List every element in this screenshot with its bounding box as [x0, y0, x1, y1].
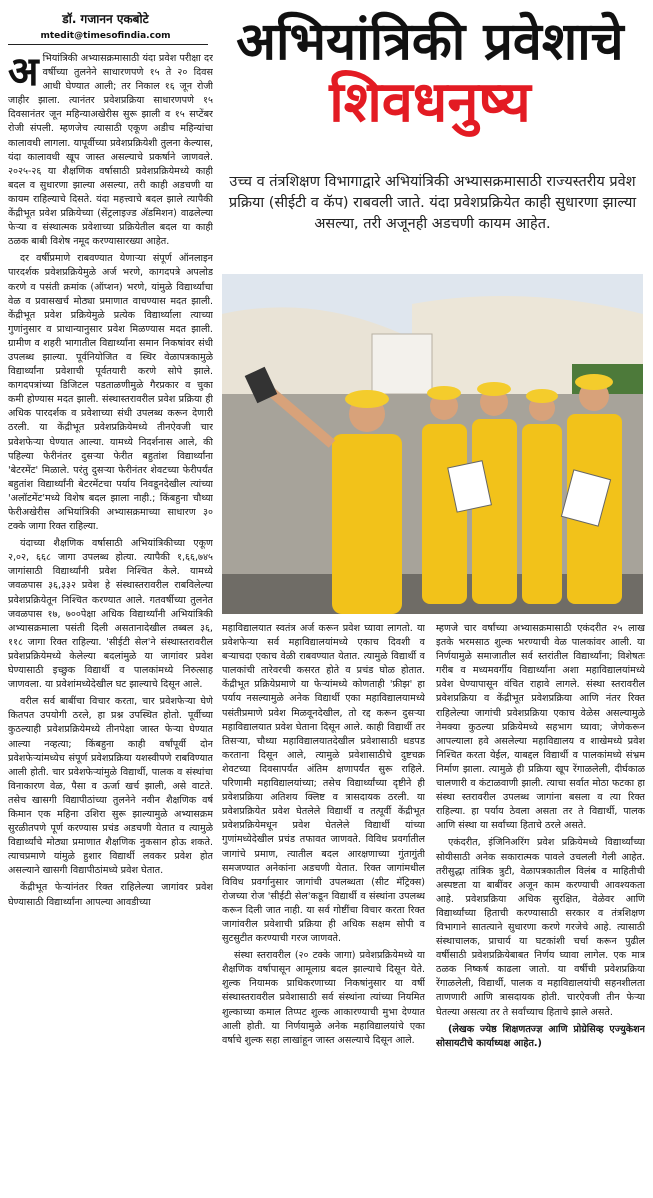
- column-1: [8, 52, 213, 1192]
- byline-rule: [8, 44, 208, 45]
- author-note: (लेखक ज्येष्ठ शिक्षणतज्ज्ञ आणि प्रोग्रेसिव्ह एज्युकेशन सोसायटीचे कार्याध्यक्ष आहेत.): [436, 1023, 645, 1049]
- paragraph: केंद्रीभूत फेऱ्यांनंतर रिक्त राहिलेल्या जागांवर प्रवेश घेण्यासाठी विद्यार्थ्यांना आपल्या आवडीच्या: [8, 882, 213, 908]
- paragraph: महाविद्यालयात स्वतंत्र अर्ज करून प्रवेश घ्यावा लागतो. या प्रवेशफेऱ्या सर्व महाविद्यालयांमध्ये एकाच दिवशी व बऱ्याचदा एकाच वेळी राबवण्यात येतात. त्यामुळे विद्यार्थी व पालकांची तारेवरची कसरत होते व प्रचंड घोळ होतात. केंद्रीभूत प्रक्रियेप्रमाणे या फेऱ्यांमध्ये कोणताही 'फ्रीझ' हा पर्याय नसल्यामुळे अनेक विद्यार्थी एका महाविद्यालयामध्ये पसंतीप्रमाणे प्रवेश मिळवूनदेखील, तो रद्द करून दुसऱ्या महाविद्यालयात प्रवेश घेताना दिसून आले. काही विद्यार्थी तर तिसऱ्या, चौथ्या महाविद्यालयातदेखील प्रवेशासाठी धडपड करताना दिसून आले, त्यामुळे प्रवेशासाठीचे दुष्टचक्र शेवटच्या दिवसापर्यंत अंतिम क्षणापर्यंत सुरू राहिले. परिणामी महाविद्यालयांच्या; तसेच विद्यार्थ्यांच्या दृष्टीने ही प्रवेशप्रक्रिया अतिशय क्लिष्ट व त्रासदायक ठरली. या प्रवेशप्रक्रियेत प्रवेश घेतलेले विद्यार्थी व तत्पूर्वी केंद्रीभूत प्रवेशप्रक्रियेमधून प्रवेश घेतलेले विद्यार्थी यांच्या गुणांमध्येदेखील प्रचंड तफावत जाणवते. विविध प्रवर्गातील जागांचे प्रमाण, त्यातील बदल आरक्षणाच्या गुंतागुंती समजण्यात अनेकांना अडचणी येतात. रिक्त जागांमधील विविध प्रवर्गानुसार जागांची उपलब्धता (सीट मॅट्रिक्स) रोजच्या रोज 'सीईटी सेल'कडून विद्यार्थी व संस्थांना उपलब्ध करून दिली जात नाही. या सर्व गोष्टींचा विचार करता रिक्त जागांवरील प्रवेशाची प्रक्रिया ही अधिक सक्षम सोपी व सुटसुटीत करण्याची गरज जाणवते.: [222, 623, 425, 945]
- column-3: [436, 622, 645, 1192]
- paragraph: यंदाच्या शैक्षणिक वर्षासाठी अभियांत्रिकीच्या एकूण २,०२, ६६८ जागा उपलब्ध होत्या. त्यापैकी १,६६,७४५ जागांसाठी विद्यार्थ्यांनी प्रवेश निश्चित केले. यामध्ये जवळपास ३६,३३२ प्रवेश हे संस्थास्तरावरील राबविलेल्या प्रवेशप्रक्रियेतून निश्चित करण्यात आले. गतवर्षीच्या तुलनेत जवळपास १७, ७००पेक्षा अधिक विद्यार्थ्यांनी अभियांत्रिकी अभ्यासक्रमाला पसंती दिली असतानादेखील तब्बल ३६, ११८ जागा रिक्त राहिल्या. 'सीईटी सेल'ने संस्थास्तरावरील प्रवेशप्रक्रियेमध्ये केलेल्या बदलांमुळे या जागांवर प्रवेश घेण्यासाठी इच्छुक विद्यार्थी व पालकांमध्ये निरुत्साह जाणवला. या प्रवेशांमध्येदेखील घट झाल्याचे दिसून आले.: [8, 538, 213, 691]
- paragraph: दर वर्षीप्रमाणे राबवण्यात येणाऱ्या संपूर्ण ऑनलाइन पारदर्शक प्रवेशप्रक्रियेमुळे अर्ज भरणे, कागदपत्रे अपलोड करणे व पसंती क्रमांक (ऑप्शन) भरणे, यांमुळे विद्यार्थ्यांचा वेळ व प्रवासखर्च मोठ्या प्रमाणात वाचण्यास मदत झाली. केंद्रीभूत प्रवेश प्रक्रियेमुळे प्रत्येक विद्यार्थ्याला त्याच्या गुणांनुसार व प्राधान्यानुसार प्रवेश मिळण्यास मदत झाली. ग्रामीण व शहरी भागातील विद्यार्थ्यांना समान निकषांवर संधी उपलब्ध झाल्या. पूर्वनियोजित व स्थिर वेळापत्रकामुळे विद्यार्थ्यांना प्रवेशाची पूर्वतयारी करणे सोपे झाले. कागदपत्रांच्या डिजिटल पडताळणीमुळे गैरप्रकार व चुका कमी होण्यास मदत झाली. संस्थास्तरावरील प्रवेश प्रक्रिया ही अधिक पारदर्शक व प्रवेशाच्या संधी उपलब्ध करून देणारी ठरली. या केंद्रीभूत प्रवेशप्रक्रियेमध्ये तीनऐवजी चार प्रवेशफेऱ्या घेण्यात आल्या. यामध्ये निदर्शनास आले, की पहिल्या फेरीनंतर दुसऱ्या फेरीत बहुतांश विद्यार्थ्यांना 'बेटरमेंट' मिळाले. परंतु दुसऱ्या फेरीनंतर शेवटच्या फेरीपर्यंत बहुतांश विद्यार्थ्यांनी बेटरमेंटचा पर्याय निवडूनदेखील त्यांच्या 'अलॉटमेंट'मध्ये विशेष बदल झाला नाही.; किंबहुना चौथ्या फेरीअखेरीस अभियांत्रिकी अभ्यासक्रमाच्या साधारण ३० टक्के जागा रिक्त राहिल्या.: [8, 253, 213, 533]
- column-2: [222, 622, 425, 1192]
- deck-summary: उच्च व तंत्रशिक्षण विभागाद्वारे अभियांत्रिकी अभ्यासक्रमासाठी राज्यस्तरीय प्रवेश प्रक्रिया (सीईटी व कॅप) राबवली जाते. यंदा प्रवेशप्रक्रियेत काही सुधारणा झाल्या असल्या, तरी अजूनही अडचणी कायम आहेत.: [228, 174, 637, 232]
- byline: [8, 10, 203, 41]
- paragraph: म्हणजे चार वर्षांच्या अभ्यासक्रमासाठी एकंदरीत २५ लाख इतके भरमसाठ शुल्क भरण्याची वेळ पालकांवर आली. या निर्णयामुळे समाजातील सर्व स्तरांतील विद्यार्थ्यांना; विशेषतः गरीब व मध्यमवर्गीय विद्यार्थ्यांना अशा महाविद्यालयांमध्ये प्रवेश घेण्यापासून वंचित राहावे लागले. संस्था स्तरावरील प्रवेशप्रक्रिया व केंद्रीभूत प्रवेशप्रक्रिया आणि नंतर रिक्त राहिलेल्या जागांची प्रवेशप्रक्रिया एकाच वेळेस असल्यामुळे नेमक्या कुठल्या प्रक्रियेमध्ये सहभाग घ्यावा; जेणेकरून आपल्याला हवे असलेल्या महाविद्यालय व शाखेमध्ये प्रवेश निश्चित करता येईल, याबद्दल विद्यार्थी व पालकांमध्ये संभ्रम निर्माण झाला. त्यामुळे ही प्रक्रिया खूप रेंगाळलेली, दीर्घकाळ चालणारी व कंटाळवाणी झाली. त्याचा सर्वात मोठा फटका हा संस्था स्तरावरील उपलब्ध जागांना बसला व त्या रिक्त राहिल्या. हा पर्याय ठेवला असता तर ते विद्यार्थी, पालक आणि संस्था या सर्वांच्या हिताचे ठरले असते.: [436, 623, 645, 832]
- paragraph: एकंदरीत, इंजिनिअरिंग प्रवेश प्रक्रियेमध्ये विद्यार्थ्यांच्या सोयीसाठी अनेक सकारात्मक पावले उचलली गेली आहेत. तरीसुद्धा तांत्रिक त्रुटी, वेळापत्रकातील विलंब व माहितीची अस्पष्टता या बाबींवर अजून काम करण्याची आवश्यकता आहे. प्रवेशप्रक्रिया अधिक सुरक्षित, वेळेवर आणि विद्यार्थ्यांच्या हिताची करण्यासाठी सरकार व तंत्रशिक्षण विभागाने सातत्याने सुधारणा करणे गरजेचे आहे. त्यासाठी संस्थाचालक, प्राचार्य या घटकांशी चर्चा करून पुढील वर्षीसाठी प्रवेशप्रक्रियेबाबत निर्णय घ्यावा लागेल. एक मात्र ठळक निष्कर्ष काढला जातो. या वर्षीची प्रवेशप्रक्रिया रेंगाळलेली, विद्यार्थी, पालक व महाविद्यालयांची सहनशीलता ताणणारी आणि त्रासदायक होती. चारऐवजी तीन फेऱ्या घेतल्या असत्या तर ते सर्वांच्याच हिताचे झाले असते.: [436, 837, 645, 1018]
- headline: [215, 12, 645, 134]
- students-selfie-photo: [222, 274, 643, 614]
- paragraph-text: भियांत्रिकी अभ्यासक्रमासाठी यंदा प्रवेश परीक्षा दर वर्षीच्या तुलनेने साधारणपणे १५ ते २० दिवस आधी घेण्यात आली; तर निकाल १६ जून रोजी जाहीर झाला. त्यानंतर प्रवेशप्रक्रिया साधारणपणे १५ दिवसानंतर जून महिन्याअखेरीस सुरू झाली व १५ सप्टेंबर रोजी संपली. म्हणजेच त्यासाठी एकूण अडीच महिन्यांचा कालावधी लागला. यापूर्वीच्या प्रवेशप्रक्रियेशी तुलना केल्यास, यंदा कालावधी खूप जास्त असल्याचे प्रकर्षाने जाणवले. २०२५-२६ या शैक्षणिक वर्षासाठी प्रवेशप्रक्रियेमध्ये काही बदल व सुधारणा झाल्या असल्या, तरी काही अडचणी या कायम राहिल्याचे दिसते. यंदा महत्त्वाचे बदल झाले त्यापैकी केंद्रीभूत प्रवेश प्रक्रियेच्या (सेंट्रलाइज्ड ॲडमिशन) वाढलेल्या फेऱ्या व संस्थात्मक प्रवेशाच्या प्रक्रियेतील बदल या काही ठळक बाबी विशेष नमूद करण्यासारख्या आहेत.: [8, 53, 213, 248]
- paragraph: वरील सर्व बाबींचा विचार करता, चार प्रवेशफेऱ्या घेणे कितपत उपयोगी ठरले, हा प्रश्न उपस्थित होतो. पूर्वीच्या कुठल्याही प्रवेशप्रक्रियेमध्ये तीनपेक्षा जास्त फेऱ्या घेण्यात आल्या नव्हत्या; किंबहुना काही वर्षांपूर्वी दोन प्रवेशफेऱ्यांमध्येच संपूर्ण प्रवेशप्रक्रिया यशस्वीपणे राबविण्यात आली होती. चार प्रवेशफेऱ्यांमुळे विद्यार्थी, पालक व संस्थांचा विनाकारण वेळ, पैसा व ऊर्जा खर्च झाली, असे वाटते. तसेच खासगी विद्यापीठांच्या तुलनेने नवीन शैक्षणिक वर्ष किमान एक महिना उशिरा सुरू झाल्यामुळे अभ्यासक्रम सुरळीतपणे पूर्ण करण्यास प्रचंड अडचणी येतात व त्यामुळे विद्यार्थ्यांचे मोठ्या प्रमाणात शैक्षणिक नुकसान होऊ शकते. त्याचप्रमाणे यांमुळे हुशार विद्यार्थी लवकर प्रवेश होत असल्याने खासगी विद्यापीठांमध्ये प्रवेश घेतात.: [8, 696, 213, 877]
- photo-illustration: [222, 274, 643, 614]
- headline-line1: अभियांत्रिकी प्रवेशाचे: [236, 12, 624, 72]
- author-email[interactable]: mtedit@timesofindia.com: [40, 31, 171, 41]
- headline-line2: शिवधनुष्य: [329, 70, 531, 135]
- paragraph: [8, 52, 213, 249]
- paragraph: संस्था स्तरावरील (२० टक्के जागा) प्रवेशप्रक्रियेमध्ये या शैक्षणिक वर्षापासून आमूलाग्र बदल झाल्याचे दिसून येते. शुल्क नियामक प्राधिकरणाच्या निकषांनुसार या वर्षी संस्थास्तरावरील प्रवेशासाठी सर्व संस्थांना त्यांच्या नियमित शुल्काच्या कमाल तिप्पट शुल्क आकारण्याची मुभा देण्यात आली होती. या निर्णयामुळे अनेक महाविद्यालयांचे एका वर्षाचे शुल्क सहा लाखांहून जास्त असल्याचे दिसून आले.: [222, 950, 425, 1046]
- author-name: डॉ. गजानन एकबोटे: [62, 12, 149, 26]
- dropcap: अ: [8, 52, 39, 95]
